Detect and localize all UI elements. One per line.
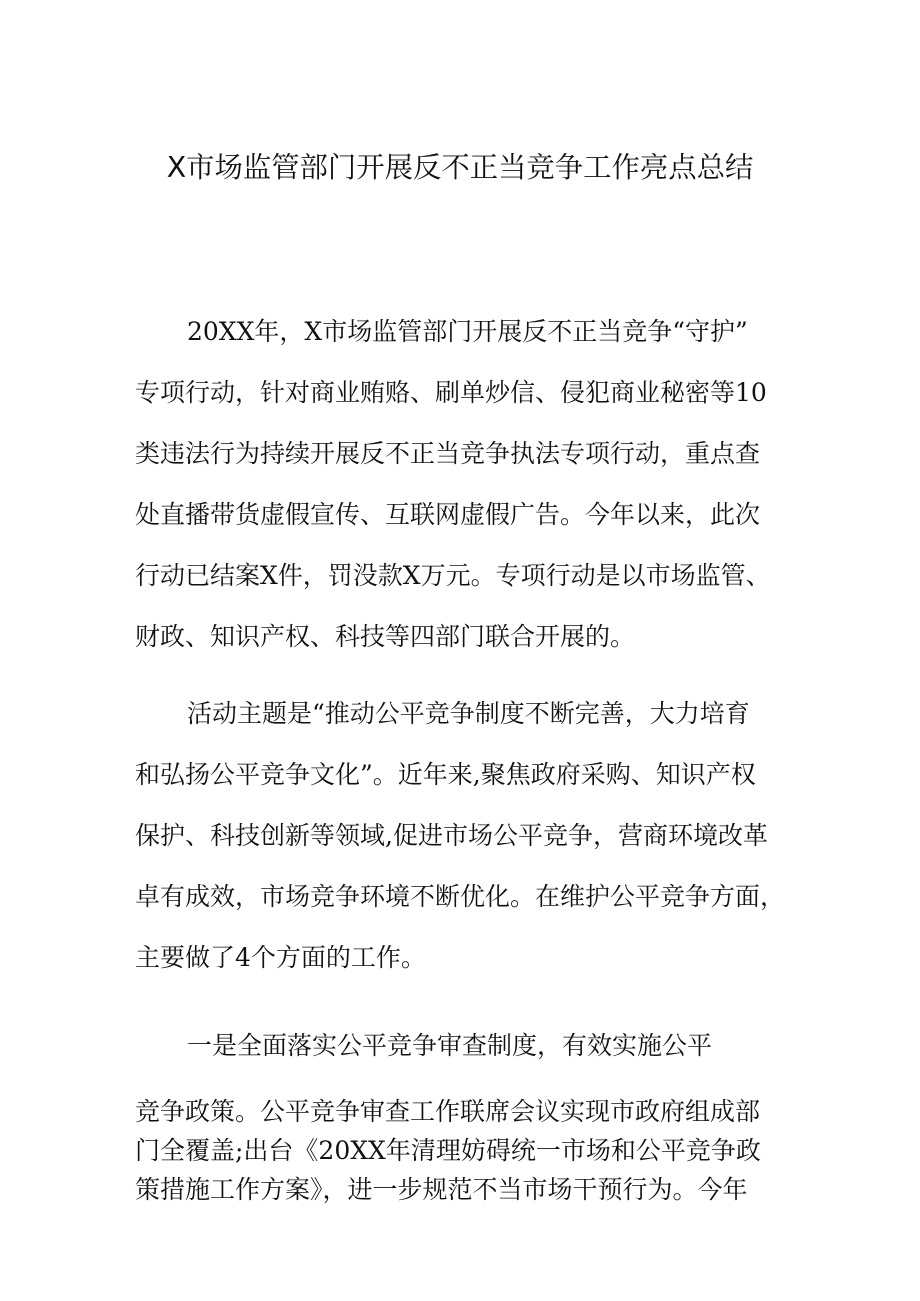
paragraph-3-line-4: 策措施工作方案》，进一步规范不当市场干预行为。今年 xyxy=(135,1175,748,1204)
paragraph-2-line-5: 主要做了4个方面的工作。 xyxy=(135,943,426,972)
paragraph-1-line-1: 20XX年，X市场监管部门开展反不正当竞争“守护” xyxy=(187,317,748,346)
paragraph-1-line-4: 处直播带货虚假宣传、互联网虚假广告。今年以来，此次 xyxy=(135,500,761,529)
paragraph-3-line-3: 门全覆盖;出台《20XX年清理妨碍统一市场和公平竞争政 xyxy=(135,1136,761,1165)
document-title: X市场监管部门开展反不正当竞争工作亮点总结 xyxy=(166,151,754,184)
paragraph-2-line-2: 和弘扬公平竞争文化”。近年来,聚焦政府采购、知识产权 xyxy=(135,760,756,789)
paragraph-1-line-2: 专项行动，针对商业贿赂、刷单炒信、侵犯商业秘密等10 xyxy=(135,378,767,407)
paragraph-1-line-5: 行动已结案X件，罚没款X万元。专项行动是以市场监管、 xyxy=(135,561,771,590)
paragraph-1-line-6: 财政、知识产权、科技等四部门联合开展的。 xyxy=(135,622,636,651)
paragraph-2-line-1: 活动主题是“推动公平竞争制度不断完善，大力培育 xyxy=(187,699,750,728)
paragraph-3-line-2: 竞争政策。公平竞争审查工作联席会议实现市政府组成部 xyxy=(135,1097,761,1126)
paragraph-1-line-3: 类违法行为持续开展反不正当竞争执法专项行动，重点查 xyxy=(135,439,761,468)
paragraph-2-line-4: 卓有成效，市场竞争环境不断优化。在维护公平竞争方面， xyxy=(135,882,786,911)
paragraph-3-line-1: 一是全面落实公平竞争审查制度，有效实施公平 xyxy=(187,1031,713,1060)
paragraph-2-line-3: 保护、科技创新等领域,促进市场公平竞争，营商环境改革 xyxy=(135,821,768,850)
